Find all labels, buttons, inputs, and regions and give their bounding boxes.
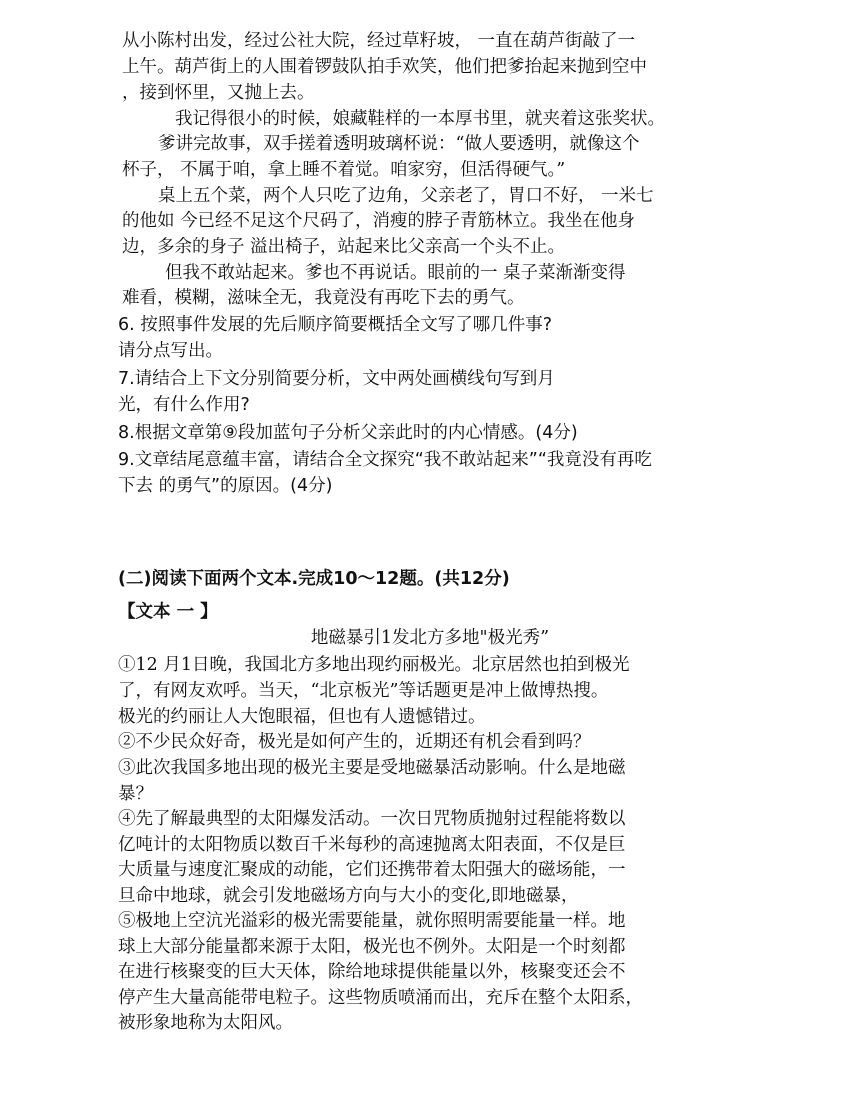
question-7: 7.请结合上下文分别简要分析，文中两处画横线句写到月 — [118, 369, 555, 389]
text-one-label: 【文本 一 】 — [118, 602, 218, 622]
article-title: 地磁暴引1发北方多地"极光秀” — [310, 628, 550, 648]
question-9-cont: 下去 的勇气”的原因。(4分) — [118, 476, 333, 496]
story-line: 但我不敢站起来。爹也不再说话。眼前的一 桌子菜渐渐变得 — [165, 263, 626, 283]
question-9: 9.文章结尾意蕴丰富，请结合全文探究“我不敢站起来”“我竟没有再吃 — [118, 450, 652, 470]
article-line: ②不少民众好奇，极光是如何产生的，近期还有机会看到吗？ — [118, 732, 591, 752]
question-6-cont: 请分点写出。 — [118, 341, 223, 361]
question-8: 8.根据文章第⑨段加蓝句子分析父亲此时的内心情感。(4分) — [118, 423, 578, 443]
article-line: 被形象地称为太阳风。 — [118, 1013, 293, 1033]
story-line: 爹讲完故事，双手搓着透明玻璃杯说：“做人要透明，就像这个 — [158, 134, 640, 154]
question-6: 6. 按照事件发展的先后顺序简要概括全文写了哪几件事? — [118, 315, 553, 335]
article-line: ①12 月1日晚，我国北方多地出现约丽极光。北京居然也拍到极光 — [118, 655, 630, 675]
question-7-cont: 光，有什么作用? — [118, 395, 250, 415]
story-line: 桌上五个菜，两个人只吃了边角，父亲老了，胃口不好， 一米七 — [158, 186, 654, 206]
article-line: ③此次我国多地出现的极光主要是受地磁暴活动影响。什么是地磁 — [118, 758, 626, 778]
article-line: 在进行核聚变的巨大天体，除给地球提供能量以外，核聚变还会不 — [118, 962, 626, 982]
article-line: 了，有网友欢呼。当天，“北京板光”等话题更是冲上做博热搜。 — [118, 681, 609, 701]
article-line: 极光的约丽让人大饱眼福，但也有人遗憾错过。 — [118, 707, 486, 727]
story-line: 上午。葫芦街上的人围着锣鼓队拍手欢笑，他们把爹抬起来抛到空中 — [122, 57, 647, 77]
article-line: 亿吨计的太阳物质以数百千米每秒的高速抛离太阳表面，不仅是巨 — [118, 835, 626, 855]
article-line: 旦命中地球，就会引发地磁场方向与大小的变化,即地磁暴， — [118, 886, 579, 906]
story-line: 杯子， 不属于咱，拿上睡不着觉。咱家穷，但活得硬气。” — [122, 160, 566, 180]
article-line: 大质量与速度汇聚成的动能，它们还携带着太阳强大的磁场能，一 — [118, 860, 626, 880]
story-line: 我记得很小的时候，娘藏鞋样的一本厚书里，就夹着这张奖状。 — [175, 109, 665, 129]
article-line: 暴？ — [118, 784, 153, 804]
section-heading: (二)阅读下面两个文本.完成10～12题。(共12分) — [118, 569, 510, 589]
article-line: ⑤极地上空沆光溢彩的极光需要能量，就你照明需要能量一样。地 — [118, 911, 626, 931]
story-line: 从小陈村出发，经过公社大院，经过草籽坡， 一直在葫芦街敲了一 — [122, 31, 636, 51]
story-line: 的他如 今已经不足这个尺码了，消瘦的脖子青筋林立。我坐在他身 — [122, 211, 636, 231]
story-line: 边，多余的身子 溢出椅子，站起来比父亲高一个头不止。 — [122, 237, 566, 257]
article-line: 停产生大量高能带电粒子。这些物质喷涌而出，充斥在整个太阳系， — [118, 988, 643, 1008]
article-line: ④先了解最典型的太阳爆发活动。一次日咒物质抛射过程能将数以 — [118, 809, 626, 829]
article-line: 球上大部分能量都来源于太阳，极光也不例外。太阳是一个时刻都 — [118, 937, 626, 957]
story-line: 难看，模糊，滋味全无，我竟没有再吃下去的勇气。 — [122, 288, 525, 308]
story-line: ，接到怀里，又抛上去。 — [122, 83, 315, 103]
